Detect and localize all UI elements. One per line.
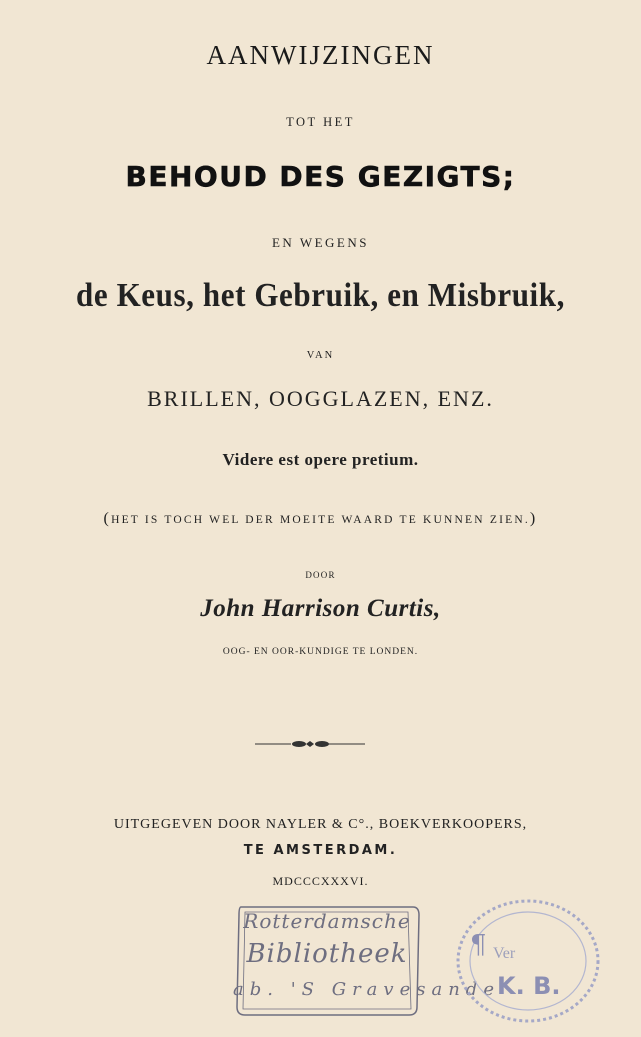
oval-seal-icon	[446, 895, 606, 1030]
open-bracket: (	[103, 510, 112, 527]
oval-seal-text: Ver	[493, 945, 516, 962]
stamp-line-2: Bibliotheek	[246, 939, 408, 969]
place-line: TE AMSTERDAM.	[243, 843, 398, 858]
publisher-line: UITGEGEVEN DOOR NAYLER & C°., BOEKVERKOOPERS,	[113, 817, 528, 832]
subtitle-en-wegens: EN WEGENS	[271, 235, 369, 250]
stamp-line-1: Rotterdamsche	[243, 909, 411, 933]
author-role: OOG- EN OOR-KUNDIGE TE LONDEN.	[222, 647, 419, 657]
subtitle-tot-het: TOT HET	[286, 115, 355, 129]
library-stamp	[233, 903, 500, 1019]
latin-motto: Videre est opere pretium.	[222, 450, 419, 469]
subtitle-keus: de Keus, het Gebruik, en Misbruik,	[76, 275, 565, 314]
ornament-divider-icon	[255, 738, 365, 750]
oval-seal-glyph: ¶	[470, 930, 487, 960]
book-title: AANWIJZINGEN	[206, 40, 435, 70]
translation-text: HET IS TOCH WEL DER MOEITE WAARD TE KUNNEN ZIEN.	[111, 514, 530, 526]
stamp-line-3: ab. 'S Gravesande	[233, 979, 500, 1000]
oval-seal-initials: K. B.	[497, 972, 561, 1000]
year-line: MDCCCXXXVI.	[272, 874, 369, 888]
close-bracket: )	[529, 510, 538, 527]
by-label: DOOR	[305, 570, 336, 580]
subtitle-van: VAN	[306, 350, 335, 361]
subtitle-behoud: BEHOUD DES GEZIGTS;	[125, 160, 516, 193]
motto-translation	[0, 510, 641, 528]
author-name: John Harrison Curtis,	[200, 595, 441, 622]
subtitle-brillen: BRILLEN, OOGGLAZEN, ENZ.	[147, 386, 494, 411]
